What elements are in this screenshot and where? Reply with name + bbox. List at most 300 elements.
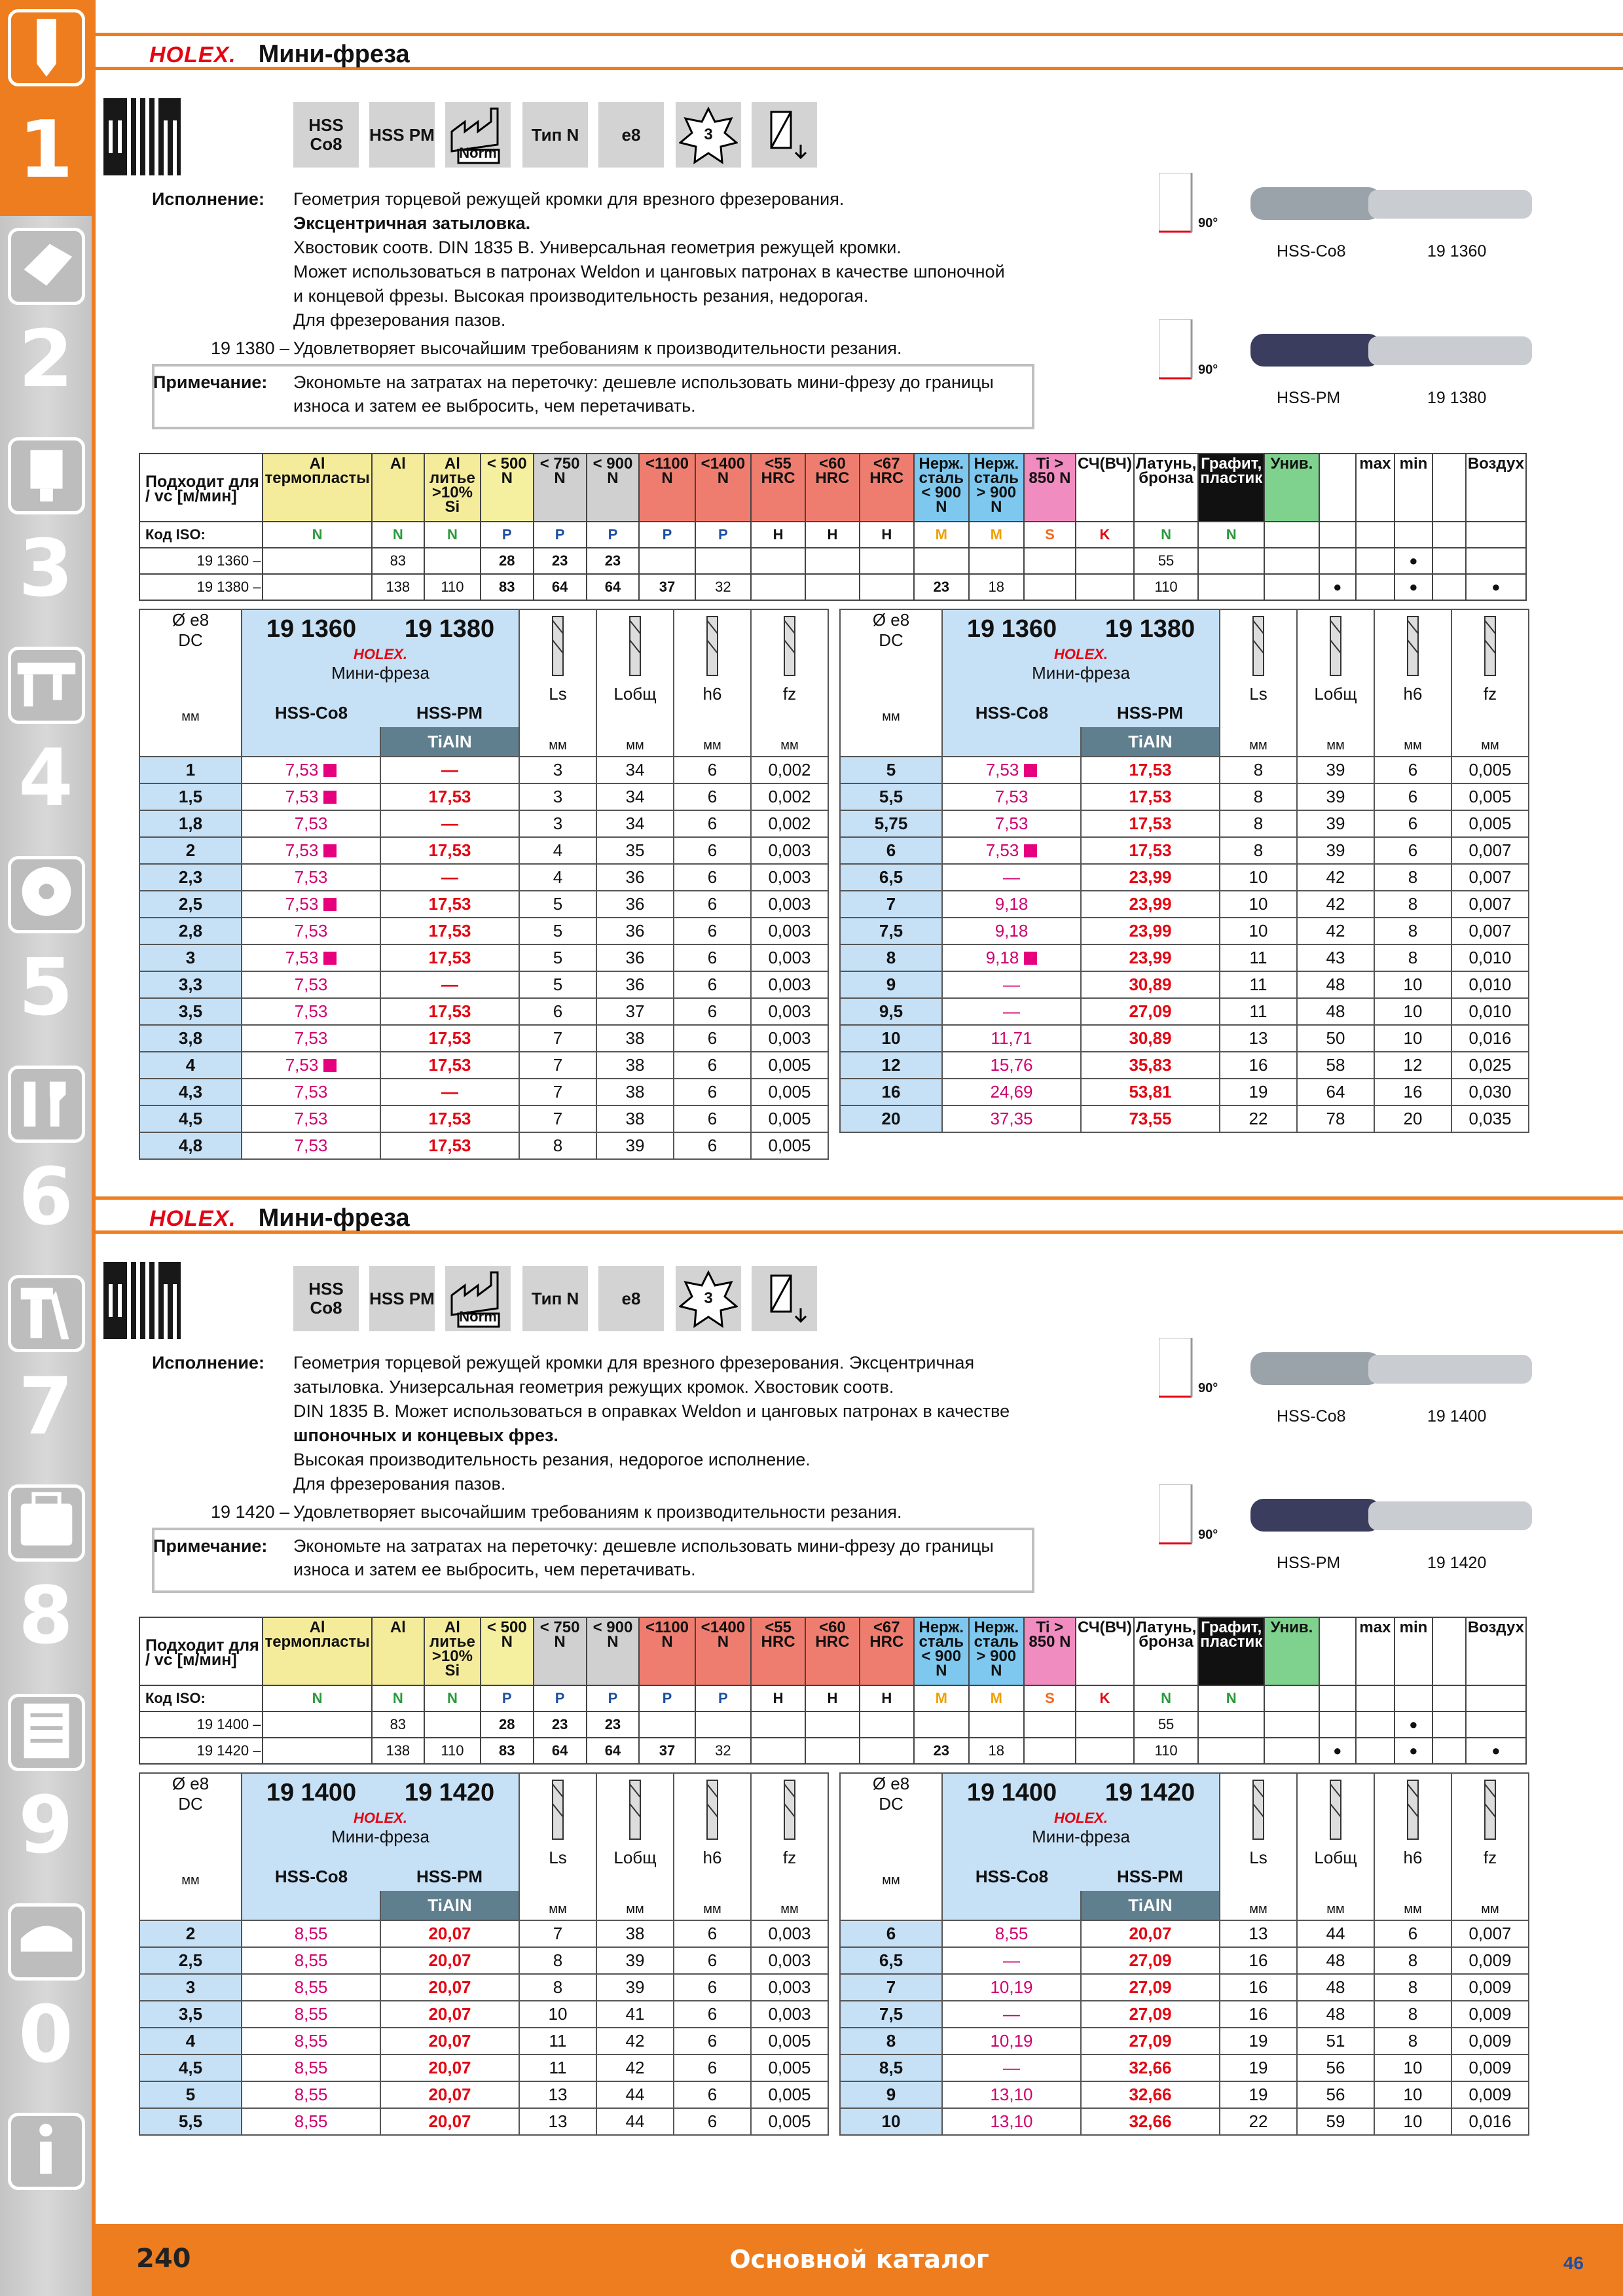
price-co8 bbox=[242, 1025, 380, 1052]
size-value: 58 bbox=[1297, 1052, 1374, 1079]
tool-image-2 bbox=[1159, 319, 1552, 437]
size-value: 0,025 bbox=[1451, 1052, 1529, 1079]
article-code: 19 1400 – bbox=[139, 1712, 263, 1738]
tool-type: HSS-Co8 bbox=[1277, 1407, 1346, 1426]
price-co8 bbox=[242, 810, 380, 837]
qr-code-icon[interactable] bbox=[103, 1262, 181, 1339]
size-value: 0,005 bbox=[751, 1052, 828, 1079]
material-value bbox=[860, 574, 914, 600]
size-value: 39 bbox=[1297, 757, 1374, 783]
value: 10,19 bbox=[990, 1977, 1033, 1997]
unit-label: мм bbox=[1404, 738, 1422, 753]
description-line: Для фрезерования пазов. bbox=[293, 1474, 506, 1494]
description-line: Геометрия торцевой режущей кромки для врезного фрезерования. Эксцентричная bbox=[293, 1353, 975, 1372]
tool-type: HSS-PM bbox=[1277, 389, 1341, 407]
iso-code: M bbox=[969, 522, 1024, 548]
diameter-value: 4 bbox=[139, 1052, 242, 1079]
symbol-label: Тип N bbox=[531, 1288, 579, 1308]
size-value: 4 bbox=[519, 864, 596, 891]
price-pm: 17,53 bbox=[1081, 783, 1220, 810]
size-header bbox=[139, 609, 828, 757]
note-box bbox=[152, 1528, 1034, 1593]
sidebar-tab-6[interactable] bbox=[0, 1054, 92, 1263]
unit-label: мм bbox=[1249, 738, 1267, 753]
price-co8 bbox=[242, 1132, 380, 1159]
material-value: 18 bbox=[969, 1738, 1024, 1764]
size-value: 0,005 bbox=[751, 1105, 828, 1132]
type-2: HSS-PM bbox=[416, 1867, 483, 1886]
sidebar-tab-drill[interactable] bbox=[0, 0, 92, 105]
material-value bbox=[805, 574, 860, 600]
size-value: 36 bbox=[596, 971, 674, 998]
size-value: 6 bbox=[674, 2001, 751, 2028]
price-co8 bbox=[942, 2028, 1081, 2054]
stock-marker-icon bbox=[1024, 844, 1037, 857]
sidebar-tab-8[interactable] bbox=[0, 1473, 92, 1682]
diameter-value: 6,5 bbox=[840, 864, 942, 891]
size-row bbox=[139, 918, 828, 944]
sidebar-tab-number: 3 bbox=[18, 524, 73, 615]
material-value bbox=[263, 1738, 371, 1764]
material-value bbox=[424, 548, 481, 574]
insert-icon bbox=[8, 228, 85, 305]
material-value bbox=[1356, 548, 1395, 574]
article-number-2: 19 1380 bbox=[1104, 615, 1195, 643]
stock-marker-icon bbox=[323, 844, 337, 857]
size-value: 10 bbox=[1220, 864, 1297, 891]
price-co8 bbox=[242, 2081, 380, 2108]
norm-label: Norm bbox=[459, 1308, 497, 1325]
unit-label: мм bbox=[549, 738, 567, 753]
shank-icon bbox=[674, 609, 751, 757]
size-value: 11 bbox=[519, 2054, 596, 2081]
coating-row bbox=[242, 727, 519, 756]
price-pm: 17,53 bbox=[1081, 810, 1220, 837]
size-value: 6 bbox=[674, 2081, 751, 2108]
unit-label: мм bbox=[1326, 738, 1345, 753]
diameter-value: 16 bbox=[840, 1079, 942, 1105]
price-pm: 20,07 bbox=[380, 1947, 519, 1974]
symbol-1 bbox=[293, 102, 359, 168]
size-value: 0,009 bbox=[1451, 2054, 1529, 2081]
size-value: 0,016 bbox=[1451, 1025, 1529, 1052]
material-value bbox=[1356, 574, 1395, 600]
dc-label: DC bbox=[178, 1794, 203, 1814]
size-row bbox=[840, 1920, 1529, 1947]
price-co8 bbox=[242, 1052, 380, 1079]
diameter-value: 8 bbox=[840, 2028, 942, 2054]
size-value: 6 bbox=[674, 2108, 751, 2135]
size-value: 0,007 bbox=[1451, 1920, 1529, 1947]
sidebar-tab-5[interactable] bbox=[0, 844, 92, 1054]
value: 7,53 bbox=[994, 787, 1029, 806]
iso-code: S bbox=[1024, 522, 1076, 548]
material-row bbox=[139, 548, 1526, 574]
size-value: 56 bbox=[1297, 2054, 1374, 2081]
size-value: 48 bbox=[1297, 1947, 1374, 1974]
diameter-value: 4,3 bbox=[139, 1079, 242, 1105]
diameter-value: 7,5 bbox=[840, 2001, 942, 2028]
price-co8 bbox=[242, 757, 380, 783]
saw-icon bbox=[8, 856, 85, 933]
price-co8 bbox=[242, 783, 380, 810]
material-col-1: Al термопласты bbox=[263, 454, 371, 522]
sidebar-tab-2[interactable] bbox=[0, 216, 92, 425]
diameter-value: 6 bbox=[840, 1920, 942, 1947]
feed-icon bbox=[1451, 609, 1529, 757]
size-header bbox=[840, 1773, 1529, 1920]
safety-icon bbox=[8, 1903, 85, 1981]
material-value: 64 bbox=[587, 574, 640, 600]
symbol-label: Тип N bbox=[531, 124, 579, 145]
material-col-17: Графит, пластик bbox=[1198, 454, 1264, 522]
tool-type: HSS-Co8 bbox=[1277, 242, 1346, 260]
page-counter: 46 bbox=[1563, 2253, 1584, 2273]
tool-angle: 90° bbox=[1198, 216, 1218, 230]
tool-types bbox=[943, 1867, 1219, 1887]
sidebar-tab-4[interactable] bbox=[0, 635, 92, 844]
price-co8 bbox=[942, 2108, 1081, 2135]
size-value: 11 bbox=[519, 2028, 596, 2054]
size-value: 8 bbox=[1220, 810, 1297, 837]
size-value: 11 bbox=[1220, 944, 1297, 971]
feed-icon bbox=[751, 609, 828, 757]
size-value: 7 bbox=[519, 1025, 596, 1052]
size-value: 48 bbox=[1297, 2001, 1374, 2028]
size-row bbox=[840, 1079, 1529, 1105]
sidebar-tab-7[interactable] bbox=[0, 1263, 92, 1473]
material-value bbox=[1264, 1738, 1319, 1764]
col-label: h6 bbox=[1403, 1848, 1423, 1867]
price-co8 bbox=[242, 1079, 380, 1105]
price-pm: 17,53 bbox=[1081, 837, 1220, 864]
material-col-23: Воздух bbox=[1466, 1617, 1526, 1685]
material-col-21: min bbox=[1395, 454, 1432, 522]
iso-code: N bbox=[424, 1685, 481, 1712]
size-value: 0,002 bbox=[751, 783, 828, 810]
holex-logo: HOLEX. bbox=[149, 1206, 236, 1231]
price-pm: 17,53 bbox=[380, 891, 519, 918]
price-pm: 17,53 bbox=[380, 998, 519, 1025]
tool-type: HSS-PM bbox=[1277, 1554, 1341, 1572]
material-value bbox=[751, 1712, 805, 1738]
iso-code: P bbox=[639, 522, 695, 548]
product-header bbox=[242, 1773, 519, 1920]
note-line: износа и затем ее выбросить, чем перетачивать. bbox=[293, 396, 696, 416]
material-value: ● bbox=[1319, 574, 1356, 600]
mini-label: Мини-фреза bbox=[331, 663, 429, 683]
material-value bbox=[1432, 1738, 1466, 1764]
material-value bbox=[1264, 574, 1319, 600]
diameter-header bbox=[840, 1773, 942, 1920]
material-col-21: min bbox=[1395, 1617, 1432, 1685]
size-value: 39 bbox=[1297, 783, 1374, 810]
size-row bbox=[139, 1974, 828, 2001]
size-value: 0,007 bbox=[1451, 837, 1529, 864]
norm-factory-icon bbox=[445, 102, 511, 168]
price-pm: 20,07 bbox=[380, 2108, 519, 2135]
unit-label: мм bbox=[703, 1902, 721, 1916]
value: 7,53 bbox=[294, 1109, 328, 1128]
size-value: 6 bbox=[1374, 810, 1451, 837]
material-col-0: Подходит для / vc [м/мин] bbox=[139, 454, 263, 522]
article-numbers bbox=[943, 610, 1219, 643]
size-value: 0,003 bbox=[751, 1025, 828, 1052]
material-value bbox=[263, 548, 371, 574]
size-row bbox=[139, 2054, 828, 2081]
diameter-label: Ø e8 bbox=[872, 1774, 910, 1793]
material-col-13: Нерж. сталь > 900 N bbox=[969, 454, 1024, 522]
price-co8 bbox=[242, 2108, 380, 2135]
price-co8 bbox=[942, 810, 1081, 837]
price-co8 bbox=[242, 1974, 380, 2001]
diameter-value: 2,5 bbox=[139, 891, 242, 918]
size-value: 6 bbox=[674, 1947, 751, 1974]
sidebar-tab-1[interactable] bbox=[0, 98, 92, 216]
price-pm: 17,53 bbox=[380, 1132, 519, 1159]
material-value bbox=[860, 1738, 914, 1764]
unit-label: мм bbox=[780, 1902, 799, 1916]
article-code: 19 1420 – bbox=[139, 1738, 263, 1764]
size-row bbox=[139, 864, 828, 891]
material-value bbox=[1319, 548, 1356, 574]
size-value: 3 bbox=[519, 757, 596, 783]
coating-label: TiAlN bbox=[381, 727, 519, 756]
size-value: 44 bbox=[596, 2108, 674, 2135]
material-value: ● bbox=[1395, 1738, 1432, 1764]
sidebar-tab-0[interactable] bbox=[0, 1892, 92, 2101]
size-row bbox=[840, 810, 1529, 837]
size-value: 37 bbox=[596, 998, 674, 1025]
iso-code bbox=[1395, 1685, 1432, 1712]
norm-label: Norm bbox=[459, 144, 497, 161]
material-value: 23 bbox=[534, 548, 587, 574]
material-col-16: Латунь, бронза bbox=[1134, 1617, 1198, 1685]
price-co8 bbox=[242, 918, 380, 944]
price-pm: — bbox=[380, 757, 519, 783]
description-line: и концевой фрезы. Высокая производительность резания, недорогая. bbox=[293, 286, 869, 306]
cabinet-icon bbox=[8, 1694, 85, 1771]
size-value: 6 bbox=[674, 1105, 751, 1132]
iso-code bbox=[1432, 1685, 1466, 1712]
description-line: шпоночных и концевых фрез. bbox=[293, 1426, 558, 1445]
price-pm: 17,53 bbox=[1081, 757, 1220, 783]
sidebar-tab-9[interactable] bbox=[0, 1682, 92, 1892]
value: 9,18 bbox=[994, 894, 1029, 914]
diameter-label: Ø e8 bbox=[872, 610, 910, 630]
size-row bbox=[139, 2001, 828, 2028]
material-col-13: Нерж. сталь > 900 N bbox=[969, 1617, 1024, 1685]
iso-code bbox=[1356, 522, 1395, 548]
size-value: 78 bbox=[1297, 1105, 1374, 1132]
iso-code: P bbox=[534, 1685, 587, 1712]
material-table bbox=[139, 453, 1527, 601]
material-col-10: <60 HRC bbox=[805, 454, 860, 522]
price-pm: 20,07 bbox=[1081, 1920, 1220, 1947]
iso-code: N bbox=[372, 522, 424, 548]
price-pm: 32,66 bbox=[1081, 2054, 1220, 2081]
diameter-value: 1,8 bbox=[139, 810, 242, 837]
col-label: Lобщ bbox=[613, 1848, 657, 1867]
price-pm: 20,07 bbox=[380, 1974, 519, 2001]
diameter-value: 7 bbox=[840, 1974, 942, 2001]
size-value: 36 bbox=[596, 891, 674, 918]
size-value: 8 bbox=[1374, 2001, 1451, 2028]
size-value: 8 bbox=[1220, 783, 1297, 810]
price-co8 bbox=[942, 864, 1081, 891]
price-pm: 20,07 bbox=[380, 2001, 519, 2028]
price-pm: 23,99 bbox=[1081, 891, 1220, 918]
price-co8 bbox=[942, 918, 1081, 944]
iso-code: H bbox=[805, 522, 860, 548]
material-value: ● bbox=[1395, 574, 1432, 600]
tool-types bbox=[242, 1867, 519, 1887]
drill-icon bbox=[8, 9, 85, 86]
holex-logo: HOLEX. bbox=[354, 1810, 407, 1826]
material-col-17: Графит, пластик bbox=[1198, 1617, 1264, 1685]
size-row bbox=[139, 998, 828, 1025]
col-label: h6 bbox=[702, 684, 722, 704]
flute-count: 3 bbox=[704, 1289, 713, 1307]
price-pm: 32,66 bbox=[1081, 2081, 1220, 2108]
sidebar-tab-number: 2 bbox=[18, 314, 73, 405]
size-value: 41 bbox=[596, 2001, 674, 2028]
article-number-2: 19 1420 bbox=[404, 1779, 495, 1806]
size-value: 10 bbox=[1374, 2081, 1451, 2108]
iso-code: K bbox=[1076, 1685, 1134, 1712]
product-title: Мини-фреза bbox=[258, 1204, 410, 1232]
size-value: 0,007 bbox=[1451, 918, 1529, 944]
iso-row bbox=[139, 522, 1526, 548]
material-col-14: Ti > 850 N bbox=[1024, 1617, 1076, 1685]
iso-code bbox=[1395, 522, 1432, 548]
col-label: Ls bbox=[549, 684, 567, 704]
size-value: 35 bbox=[596, 837, 674, 864]
feed-icon bbox=[1451, 1773, 1529, 1920]
stock-marker-icon bbox=[323, 791, 337, 804]
size-value: 39 bbox=[1297, 837, 1374, 864]
size-value: 22 bbox=[1220, 2108, 1297, 2135]
size-value: 6 bbox=[674, 757, 751, 783]
info-icon bbox=[8, 2113, 85, 2190]
iso-code bbox=[1319, 1685, 1356, 1712]
tool-angle: 90° bbox=[1198, 1528, 1218, 1542]
iso-code: N bbox=[424, 522, 481, 548]
price-pm: 27,09 bbox=[1081, 1947, 1220, 1974]
size-row bbox=[139, 1079, 828, 1105]
tool-angle: 90° bbox=[1198, 1381, 1218, 1395]
material-value: 23 bbox=[914, 574, 969, 600]
unit-label: мм bbox=[626, 1902, 644, 1916]
size-value: 19 bbox=[1220, 1079, 1297, 1105]
note-label: Примечание: bbox=[153, 372, 268, 392]
value: 8,55 bbox=[294, 1977, 328, 1997]
product-header bbox=[942, 1773, 1220, 1920]
price-pm: — bbox=[380, 810, 519, 837]
section-title bbox=[149, 1204, 410, 1232]
size-row bbox=[139, 2028, 828, 2054]
symbol-label: e8 bbox=[621, 1288, 641, 1308]
qr-code-icon[interactable] bbox=[103, 98, 181, 175]
size-value: 38 bbox=[596, 1079, 674, 1105]
iso-code: N bbox=[263, 522, 371, 548]
material-value: 64 bbox=[534, 574, 587, 600]
material-value bbox=[805, 1738, 860, 1764]
size-value: 6 bbox=[674, 810, 751, 837]
material-col-22 bbox=[1432, 454, 1466, 522]
header-line bbox=[96, 33, 1623, 36]
size-value: 6 bbox=[674, 2028, 751, 2054]
diameter-value: 2 bbox=[139, 837, 242, 864]
iso-code bbox=[1264, 522, 1319, 548]
material-value: ● bbox=[1395, 548, 1432, 574]
extra-text: Удовлетворяет высочайшим требованиям к производительности резания. bbox=[293, 338, 902, 358]
type-1: HSS-Co8 bbox=[274, 703, 348, 723]
price-pm: 20,07 bbox=[380, 2054, 519, 2081]
dc-label: DC bbox=[178, 630, 203, 650]
value: 7,53 bbox=[294, 814, 328, 833]
value: 7,53 bbox=[285, 894, 319, 914]
material-value bbox=[1432, 574, 1466, 600]
value: 8,55 bbox=[294, 2111, 328, 2131]
extra-text: Удовлетворяет высочайшим требованиям к производительности резания. bbox=[293, 1502, 902, 1522]
col-label: fz bbox=[1483, 1848, 1497, 1867]
description-label: Исполнение: bbox=[152, 189, 264, 209]
size-value: 0,005 bbox=[751, 2081, 828, 2108]
price-co8 bbox=[942, 757, 1081, 783]
size-value: 0,005 bbox=[751, 2028, 828, 2054]
size-value: 6 bbox=[674, 837, 751, 864]
value: 8,55 bbox=[994, 1924, 1029, 1943]
size-row bbox=[840, 783, 1529, 810]
size-table-left bbox=[139, 609, 829, 1160]
size-row bbox=[840, 1947, 1529, 1974]
iso-code: N bbox=[1198, 1685, 1264, 1712]
description-line: DIN 1835 B. Может использоваться в оправках Weldon и цанговых патронах в качестве bbox=[293, 1401, 1010, 1421]
material-value: 138 bbox=[372, 1738, 424, 1764]
material-value bbox=[805, 1712, 860, 1738]
tool-image-2 bbox=[1159, 1484, 1552, 1602]
unit-label: мм bbox=[1249, 1902, 1267, 1916]
value: — bbox=[1003, 2004, 1020, 2024]
type-2: HSS-PM bbox=[416, 703, 483, 723]
sidebar-tab-3[interactable] bbox=[0, 425, 92, 635]
material-value bbox=[1024, 548, 1076, 574]
size-row bbox=[139, 810, 828, 837]
flute-count: 3 bbox=[704, 125, 713, 143]
stock-marker-icon bbox=[1024, 764, 1037, 777]
material-value bbox=[639, 548, 695, 574]
extra-code: 19 1420 – bbox=[211, 1502, 290, 1522]
coating-label: TiAlN bbox=[1082, 1891, 1219, 1920]
value: 7,53 bbox=[285, 1055, 319, 1075]
iso-code: M bbox=[914, 1685, 969, 1712]
material-col-19 bbox=[1319, 454, 1356, 522]
size-table-right bbox=[839, 1772, 1529, 2136]
sidebar-tab-info[interactable] bbox=[0, 2101, 92, 2225]
price-co8 bbox=[942, 1079, 1081, 1105]
size-value: 8 bbox=[519, 1947, 596, 1974]
value: 7,53 bbox=[294, 1001, 328, 1021]
size-header bbox=[840, 609, 1529, 757]
tool-code: 19 1380 bbox=[1427, 389, 1487, 407]
product-header bbox=[242, 609, 519, 757]
sidebar-tab-number: 7 bbox=[18, 1361, 73, 1452]
size-value: 0,005 bbox=[1451, 757, 1529, 783]
size-row bbox=[139, 1947, 828, 1974]
size-value: 39 bbox=[596, 1947, 674, 1974]
article-number-1: 19 1360 bbox=[966, 615, 1057, 643]
